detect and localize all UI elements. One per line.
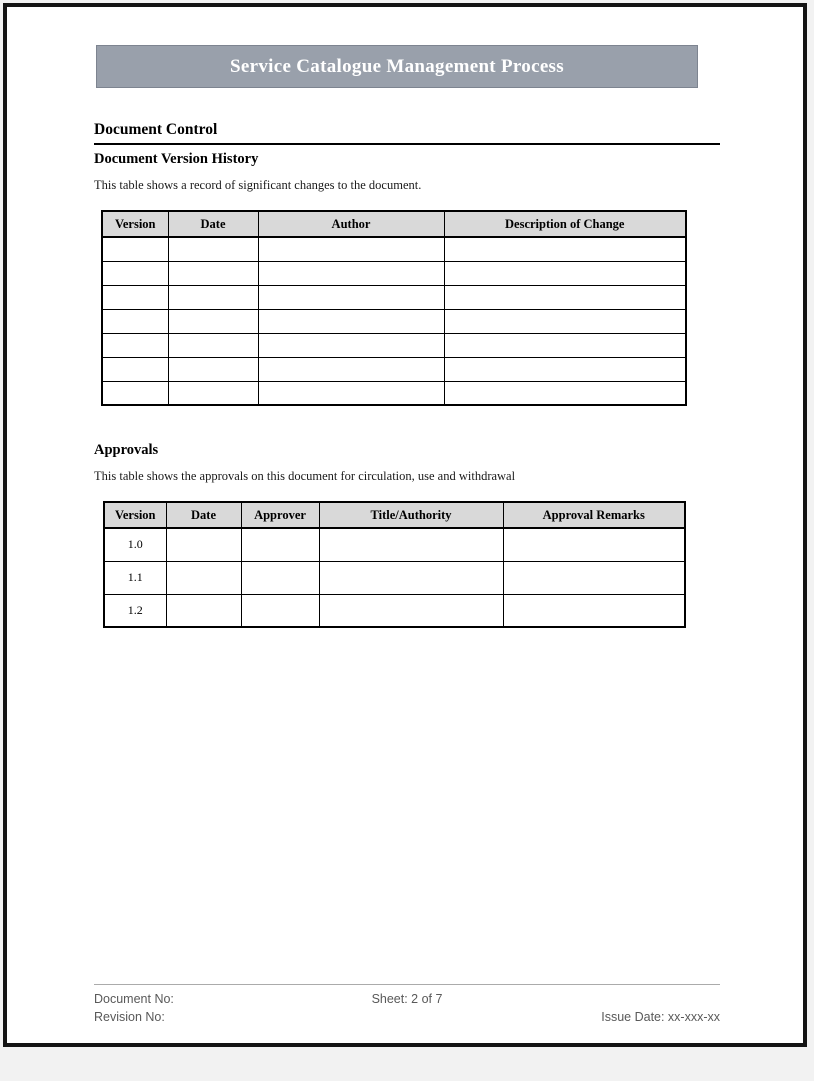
approvals-header-row bbox=[104, 502, 685, 528]
cell-r2-c2[interactable] bbox=[241, 594, 319, 627]
cell-r5-c2[interactable] bbox=[258, 357, 444, 381]
issue-date-label: Issue Date: xx-xxx-xx bbox=[601, 1010, 721, 1024]
column-header-0: Version bbox=[102, 211, 168, 237]
column-header-1: Date bbox=[168, 211, 258, 237]
cell-r0-c3[interactable] bbox=[444, 237, 686, 261]
column-header-3: Title/Authority bbox=[319, 502, 503, 528]
cell-r2-c1[interactable] bbox=[166, 594, 241, 627]
column-header-1: Date bbox=[166, 502, 241, 528]
cell-r6-c1[interactable] bbox=[168, 381, 258, 405]
sheet-label: Sheet: 2 of 7 bbox=[371, 992, 443, 1006]
cell-r5-c0[interactable] bbox=[102, 357, 168, 381]
table-row bbox=[104, 594, 685, 627]
footer-row-1 bbox=[94, 990, 720, 1008]
cell-r2-c1[interactable] bbox=[168, 285, 258, 309]
column-header-0: Version bbox=[104, 502, 166, 528]
cell-r0-c2[interactable] bbox=[241, 528, 319, 561]
cell-r1-c0[interactable] bbox=[102, 261, 168, 285]
cell-r3-c0[interactable] bbox=[102, 309, 168, 333]
table-row bbox=[104, 561, 685, 594]
footer-spacer bbox=[511, 990, 720, 1008]
table-row bbox=[102, 285, 686, 309]
cell-r0-c1[interactable] bbox=[166, 528, 241, 561]
table-row bbox=[104, 528, 685, 561]
table-row bbox=[102, 333, 686, 357]
cell-r0-c3[interactable] bbox=[319, 528, 503, 561]
cell-r6-c3[interactable] bbox=[444, 381, 686, 405]
cell-r6-c0[interactable] bbox=[102, 381, 168, 405]
page-content bbox=[7, 45, 803, 1081]
heading-version-history: Document Version History bbox=[94, 151, 259, 167]
cell-r5-c1[interactable] bbox=[168, 357, 258, 381]
cell-r4-c1[interactable] bbox=[168, 333, 258, 357]
cell-r2-c3[interactable] bbox=[319, 594, 503, 627]
cell-r6-c2[interactable] bbox=[258, 381, 444, 405]
revision-no-label: Revision No: bbox=[94, 1010, 165, 1024]
document-page bbox=[3, 3, 807, 1047]
cell-r5-c3[interactable] bbox=[444, 357, 686, 381]
approvals-table bbox=[103, 501, 686, 628]
cell-r1-c4[interactable] bbox=[503, 561, 685, 594]
cell-r1-c2[interactable] bbox=[241, 561, 319, 594]
cell-r1-c2[interactable] bbox=[258, 261, 444, 285]
title-banner: Service Catalogue Management Process bbox=[96, 45, 698, 88]
version-history-header-row bbox=[102, 211, 686, 237]
cell-r2-c3[interactable] bbox=[444, 285, 686, 309]
footer-spacer bbox=[303, 1008, 512, 1026]
cell-r0-c1[interactable] bbox=[168, 237, 258, 261]
table-row bbox=[102, 357, 686, 381]
column-header-4: Approval Remarks bbox=[503, 502, 685, 528]
table-row bbox=[102, 237, 686, 261]
cell-r4-c0[interactable] bbox=[102, 333, 168, 357]
table-row bbox=[102, 261, 686, 285]
column-header-3: Description of Change bbox=[444, 211, 686, 237]
cell-r0-c0[interactable]: 1.0 bbox=[104, 528, 166, 561]
table-row bbox=[102, 309, 686, 333]
cell-r2-c0[interactable] bbox=[102, 285, 168, 309]
cell-r2-c4[interactable] bbox=[503, 594, 685, 627]
heading-approvals: Approvals bbox=[94, 442, 159, 458]
column-header-2: Approver bbox=[241, 502, 319, 528]
cell-r0-c0[interactable] bbox=[102, 237, 168, 261]
cell-r4-c3[interactable] bbox=[444, 333, 686, 357]
cell-r1-c3[interactable] bbox=[319, 561, 503, 594]
cell-r3-c3[interactable] bbox=[444, 309, 686, 333]
cell-r0-c2[interactable] bbox=[258, 237, 444, 261]
version-history-description: This table shows a record of significant changes to the document. bbox=[94, 178, 422, 192]
column-header-2: Author bbox=[258, 211, 444, 237]
document-no-label: Document No: bbox=[94, 992, 174, 1006]
cell-r1-c1[interactable] bbox=[166, 561, 241, 594]
cell-r1-c1[interactable] bbox=[168, 261, 258, 285]
page-footer bbox=[94, 984, 720, 1026]
cell-r2-c0[interactable]: 1.2 bbox=[104, 594, 166, 627]
approvals-description: This table shows the approvals on this document for circulation, use and withdrawal bbox=[94, 469, 516, 483]
cell-r2-c2[interactable] bbox=[258, 285, 444, 309]
cell-r4-c2[interactable] bbox=[258, 333, 444, 357]
footer-row-2 bbox=[94, 1008, 720, 1026]
cell-r1-c0[interactable]: 1.1 bbox=[104, 561, 166, 594]
cell-r3-c2[interactable] bbox=[258, 309, 444, 333]
table-row bbox=[102, 381, 686, 405]
version-history-table bbox=[101, 210, 687, 406]
cell-r3-c1[interactable] bbox=[168, 309, 258, 333]
cell-r1-c3[interactable] bbox=[444, 261, 686, 285]
cell-r0-c4[interactable] bbox=[503, 528, 685, 561]
section-heading-document-control: Document Control bbox=[94, 121, 720, 145]
